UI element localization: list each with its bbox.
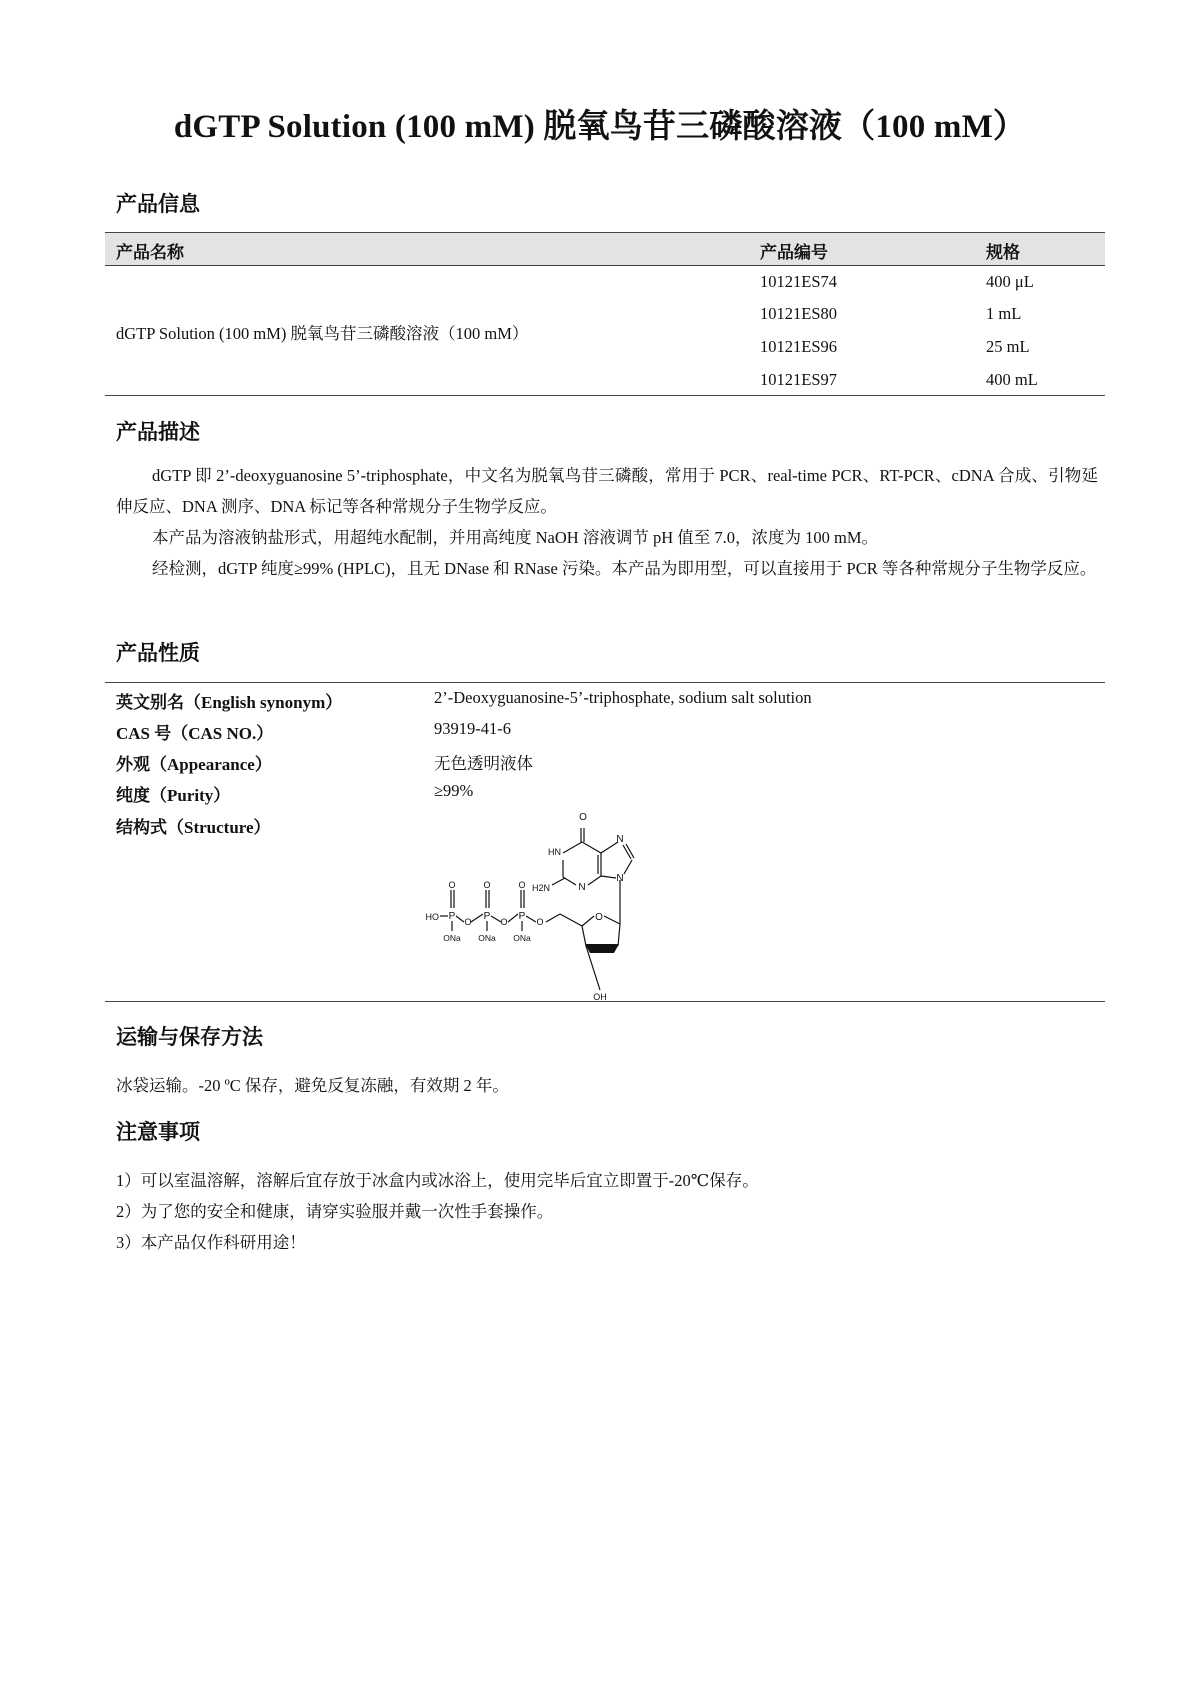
atom-label: O (579, 812, 587, 823)
column-header-code: 产品编号 (760, 243, 828, 262)
properties-top-rule (105, 682, 1105, 683)
product-spec-cell: 400 mL (986, 370, 1038, 389)
atom-label: P (448, 911, 456, 922)
atom-label: OH (593, 992, 607, 1002)
property-label: 外观（Appearance） (116, 755, 272, 774)
description-paragraph: 经检测，dGTP 纯度≥99% (HPLC)，且无 DNase 和 RNase 污染。本产品为即用型，可以直接用于 PCR 等各种常规分子生物学反应。 (152, 559, 1097, 578)
atom-label: O (483, 880, 491, 890)
product-table-header-row (105, 232, 1105, 266)
note-item: 3）本产品仅作科研用途！ (116, 1233, 306, 1252)
atom-label: N (616, 873, 624, 884)
product-spec-cell: 400 μL (986, 272, 1034, 291)
property-value: 无色透明液体 (434, 754, 533, 773)
note-item: 2）为了您的安全和健康，请穿实验服并戴一次性手套操作。 (116, 1202, 554, 1221)
storage-text: 冰袋运输。-20 ºC 保存，避免反复冻融，有效期 2 年。 (116, 1076, 509, 1095)
atom-label: P (483, 911, 491, 922)
properties-bottom-rule (105, 1001, 1105, 1002)
notes-heading: 注意事项 (116, 1120, 200, 1144)
atom-label: ONa (513, 933, 531, 943)
atom-label: P (518, 911, 526, 922)
note-item: 1）可以室温溶解，溶解后宜存放于冰盒内或冰浴上，使用完毕后宜立即置于-20℃保存。 (116, 1171, 759, 1190)
atom-label: O (518, 880, 526, 890)
property-label: 结构式（Structure） (116, 818, 271, 837)
property-label: CAS 号（CAS NO.） (116, 724, 274, 743)
atom-label: N (616, 834, 624, 845)
product-info-heading: 产品信息 (116, 192, 200, 216)
atom-label: ONa (443, 933, 461, 943)
description-paragraph: dGTP 即 2’-deoxyguanosine 5’-triphosphate，中文名为脱氧鸟苷三磷酸，常用于 PCR、real-time PCR、RT-PCR、cDNA 合成、引物延伸反应、DNA 测序、DNA 标记等各种常规分子生物学反应。 (116, 466, 1098, 516)
storage-heading: 运输与保存方法 (116, 1025, 263, 1049)
document-title: dGTP Solution (100 mM) 脱氧鸟苷三磷酸溶液（100 mM） (173, 109, 1027, 145)
atom-label: HO (425, 912, 439, 922)
dgtp-structure-diagram (425, 804, 668, 1004)
column-header-spec: 规格 (986, 243, 1020, 262)
column-header-name: 产品名称 (116, 243, 184, 262)
product-code-cell: 10121ES96 (760, 337, 838, 356)
product-spec-cell: 25 mL (986, 337, 1030, 356)
atom-label: O (500, 917, 508, 927)
description-paragraph: 本产品为溶液钠盐形式，用超纯水配制，并用高纯度 NaOH 溶液调节 pH 值至 7.0，浓度为 100 mM。 (152, 528, 878, 547)
property-value: 93919-41-6 (434, 719, 511, 738)
product-code-cell: 10121ES74 (760, 272, 838, 291)
atom-label: H2N (531, 883, 550, 893)
sugar-wedge-bond (585, 944, 619, 953)
atom-label: O (448, 880, 456, 890)
property-value: ≥99% (434, 781, 474, 800)
description-heading: 产品描述 (116, 420, 200, 444)
property-label: 英文别名（English synonym） (116, 693, 343, 712)
atom-label: O (464, 917, 472, 927)
property-label: 纯度（Purity） (116, 786, 231, 805)
properties-heading: 产品性质 (116, 641, 200, 665)
atom-label: N (578, 882, 586, 893)
atom-label: HN (548, 847, 561, 857)
atom-label: O (536, 917, 544, 927)
property-value: 2’-Deoxyguanosine-5’-triphosphate, sodium salt solution (434, 688, 812, 707)
product-code-cell: 10121ES80 (760, 304, 838, 323)
atom-label: ONa (478, 933, 496, 943)
product-name-cell: dGTP Solution (100 mM) 脱氧鸟苷三磷酸溶液（100 mM） (116, 324, 529, 343)
atom-label: O (595, 912, 603, 923)
product-code-cell: 10121ES97 (760, 370, 838, 389)
table-bottom-rule (105, 395, 1105, 396)
product-spec-cell: 1 mL (986, 304, 1022, 323)
